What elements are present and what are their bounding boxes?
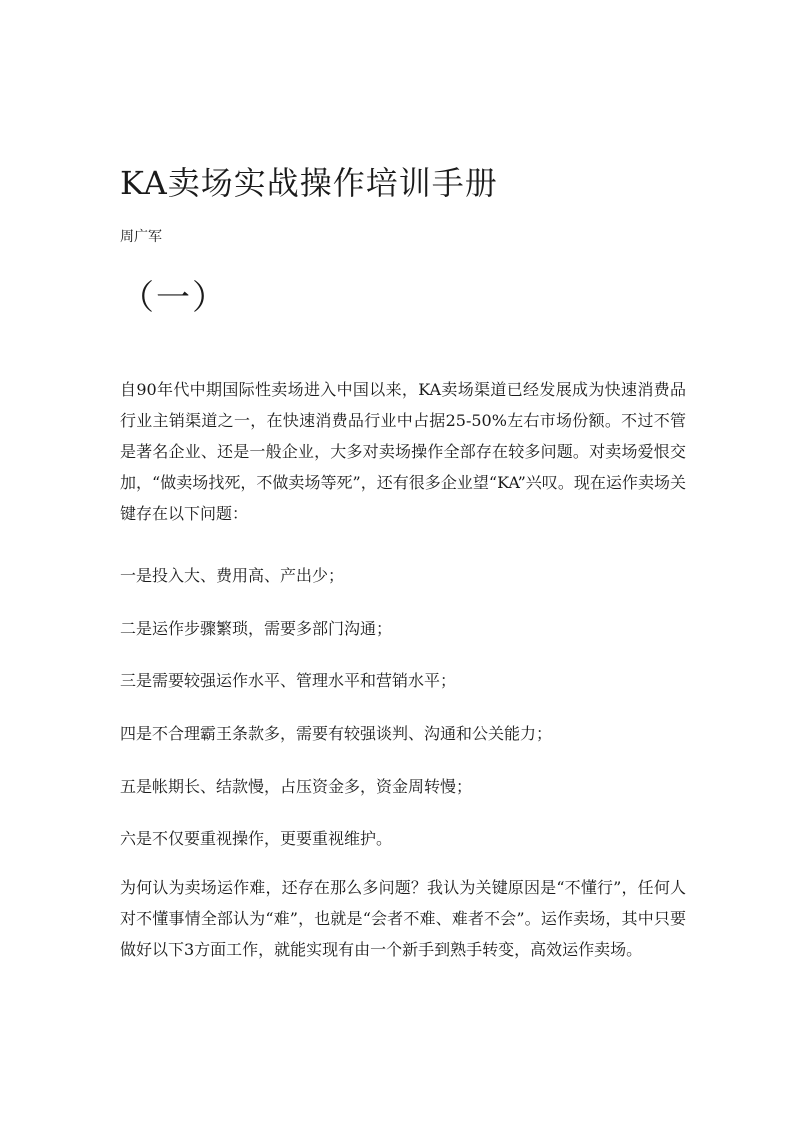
author-name: 周广军 bbox=[120, 229, 162, 245]
problem-item-5: 五是帐期长、结款慢，占压资金多，资金周转慢； bbox=[120, 777, 473, 796]
closing-paragraph: 为何认为卖场运作难，还存在那么多问题？我认为关键原因是“不懂行”，任何人对不懂事情全部认为“难”，也就是“会者不难、难者不会”。运作卖场，其中只要做好以下3方面工作，就能实现有由一个新手到熟手转变，高效运作卖场。 bbox=[120, 878, 686, 959]
document-title: KA卖场实战操作培训手册 bbox=[120, 164, 498, 202]
problem-item-1: 一是投入大、费用高、产出少； bbox=[120, 566, 345, 585]
problem-item-3: 三是需要较强运作水平、管理水平和营销水平； bbox=[120, 671, 457, 690]
section-heading: （一） bbox=[120, 278, 228, 318]
intro-paragraph: 自90年代中期国际性卖场进入中国以来，KA卖场渠道已经发展成为快速消费品行业主销渠道之一，在快速消费品行业中占据25-50%左右市场份额。不过不管是著名企业、还是一般企业，大多对卖场操作全部存在较多问题。对卖场爱恨交加，“做卖场找死，不做卖场等死”，还有很多企业望“KA”兴叹。现在运作卖场关键存在以下问题： bbox=[120, 380, 686, 523]
problem-item-4: 四是不合理霸王条款多，需要有较强谈判、沟通和公关能力； bbox=[120, 724, 553, 743]
problem-item-2: 二是运作步骤繁琐，需要多部门沟通； bbox=[120, 619, 393, 638]
problem-item-6: 六是不仅要重视操作，更要重视维护。 bbox=[120, 829, 393, 848]
